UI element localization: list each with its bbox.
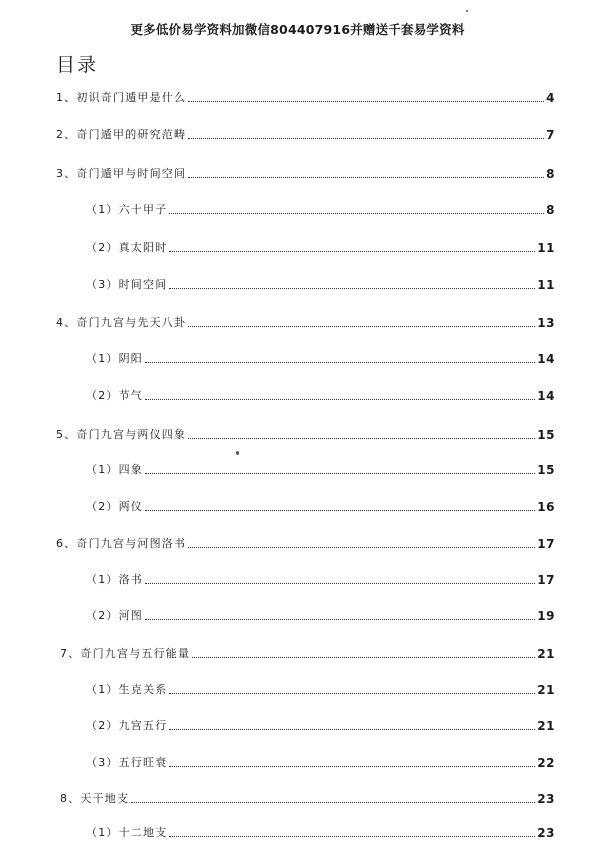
toc-entry-page: 11 — [537, 241, 555, 255]
toc-entry-label: 6、奇门九宫与河图洛书 — [56, 537, 187, 550]
toc-leader-dots — [169, 251, 535, 252]
toc-entry-label: 7、奇门九宫与五行能量 — [60, 647, 191, 660]
toc-entry-page: 13 — [537, 316, 555, 330]
toc-leader-dots — [169, 836, 535, 837]
page-title: 目录 — [56, 54, 99, 76]
toc-entry-label: （1）生克关系 — [86, 683, 168, 696]
scan-speck — [236, 451, 239, 455]
toc-leader-dots — [188, 438, 535, 439]
toc-entry-label: 1、初识奇门遁甲是什么 — [56, 91, 187, 104]
toc-entry-page: 7 — [546, 128, 555, 142]
toc-entry[interactable] — [56, 128, 555, 142]
toc-entry-page: 23 — [537, 792, 555, 806]
toc-entry-label: （1）洛书 — [86, 573, 143, 586]
toc-leader-dots — [188, 177, 544, 178]
toc-entry-page: 8 — [546, 167, 555, 181]
toc-leader-dots — [145, 473, 535, 474]
toc-entry-label: （2）真太阳时 — [86, 241, 168, 254]
toc-entry-page: 21 — [537, 647, 555, 661]
toc-entry[interactable] — [86, 609, 555, 623]
toc-leader-dots — [188, 547, 535, 548]
toc-entry[interactable] — [86, 500, 555, 514]
toc-entry[interactable] — [56, 316, 555, 330]
toc-entry[interactable] — [86, 719, 555, 733]
toc-leader-dots — [145, 399, 535, 400]
toc-entry[interactable] — [86, 241, 555, 255]
toc-entry-label: （2）两仪 — [86, 500, 143, 513]
toc-entry-label: （3）五行旺衰 — [86, 756, 168, 769]
toc-entry-label: （2）九宫五行 — [86, 719, 168, 732]
toc-entry-page: 8 — [546, 203, 555, 217]
toc-entry[interactable] — [56, 537, 555, 551]
toc-entry[interactable] — [86, 573, 555, 587]
toc-entry-label: （1）六十甲子 — [86, 203, 168, 216]
toc-entry-page: 14 — [537, 352, 555, 366]
toc-entry-label: 5、奇门九宫与两仪四象 — [56, 428, 187, 441]
toc-entry-page: 4 — [546, 91, 555, 105]
toc-entry[interactable] — [86, 352, 555, 366]
toc-entry[interactable] — [86, 756, 555, 770]
header-banner: 更多低价易学资料加微信804407916并赠送千套易学资料 — [130, 22, 465, 37]
toc-entry-page: 23 — [537, 826, 555, 840]
toc-entry-label: （3）时间空间 — [86, 278, 168, 291]
toc-leader-dots — [169, 766, 535, 767]
toc-entry[interactable] — [56, 91, 555, 105]
toc-entry[interactable] — [60, 647, 555, 661]
toc-entry-label: （2）河图 — [86, 609, 143, 622]
toc-entry-label: （2）节气 — [86, 389, 143, 402]
toc-leader-dots — [169, 288, 535, 289]
toc-entry-page: 14 — [537, 389, 555, 403]
toc-entry-page: 19 — [537, 609, 555, 623]
toc-entry[interactable] — [86, 683, 555, 697]
toc-entry-label: 3、奇门遁甲与时间空间 — [56, 167, 187, 180]
toc-entry-page: 21 — [537, 719, 555, 733]
toc-entry[interactable] — [86, 389, 555, 403]
toc-leader-dots — [188, 326, 535, 327]
toc-entry-page: 17 — [537, 573, 555, 587]
toc-entry[interactable] — [86, 463, 555, 477]
toc-entry-label: 2、奇门遁甲的研究范畴 — [56, 128, 187, 141]
scan-speck — [466, 10, 468, 12]
toc-entry-label: 8、天干地支 — [60, 792, 130, 805]
toc-entry-page: 21 — [537, 683, 555, 697]
toc-entry-label: 4、奇门九宫与先天八卦 — [56, 316, 187, 329]
toc-entry-page: 15 — [537, 428, 555, 442]
toc-leader-dots — [131, 802, 535, 803]
toc-entry-page: 22 — [537, 756, 555, 770]
toc-entry[interactable] — [86, 203, 555, 217]
toc-entry-label: （1）阴阳 — [86, 352, 143, 365]
toc-leader-dots — [169, 213, 544, 214]
toc-entry-label: （1）四象 — [86, 463, 143, 476]
toc-entry-page: 15 — [537, 463, 555, 477]
toc-entry[interactable] — [56, 428, 555, 442]
toc-leader-dots — [188, 101, 544, 102]
toc-entry-page: 16 — [537, 500, 555, 514]
toc-entry[interactable] — [56, 167, 555, 181]
toc-entry[interactable] — [86, 278, 555, 292]
toc-entry[interactable] — [86, 826, 555, 840]
toc-entry[interactable] — [60, 792, 555, 806]
toc-leader-dots — [145, 619, 535, 620]
toc-entry-page: 11 — [537, 278, 555, 292]
toc-leader-dots — [192, 657, 535, 658]
toc-leader-dots — [188, 138, 544, 139]
toc-leader-dots — [169, 693, 535, 694]
toc-entry-label: （1）十二地支 — [86, 826, 168, 839]
toc-leader-dots — [145, 510, 535, 511]
toc-leader-dots — [145, 583, 535, 584]
toc-leader-dots — [145, 362, 535, 363]
toc-entry-page: 17 — [537, 537, 555, 551]
toc-leader-dots — [169, 729, 535, 730]
